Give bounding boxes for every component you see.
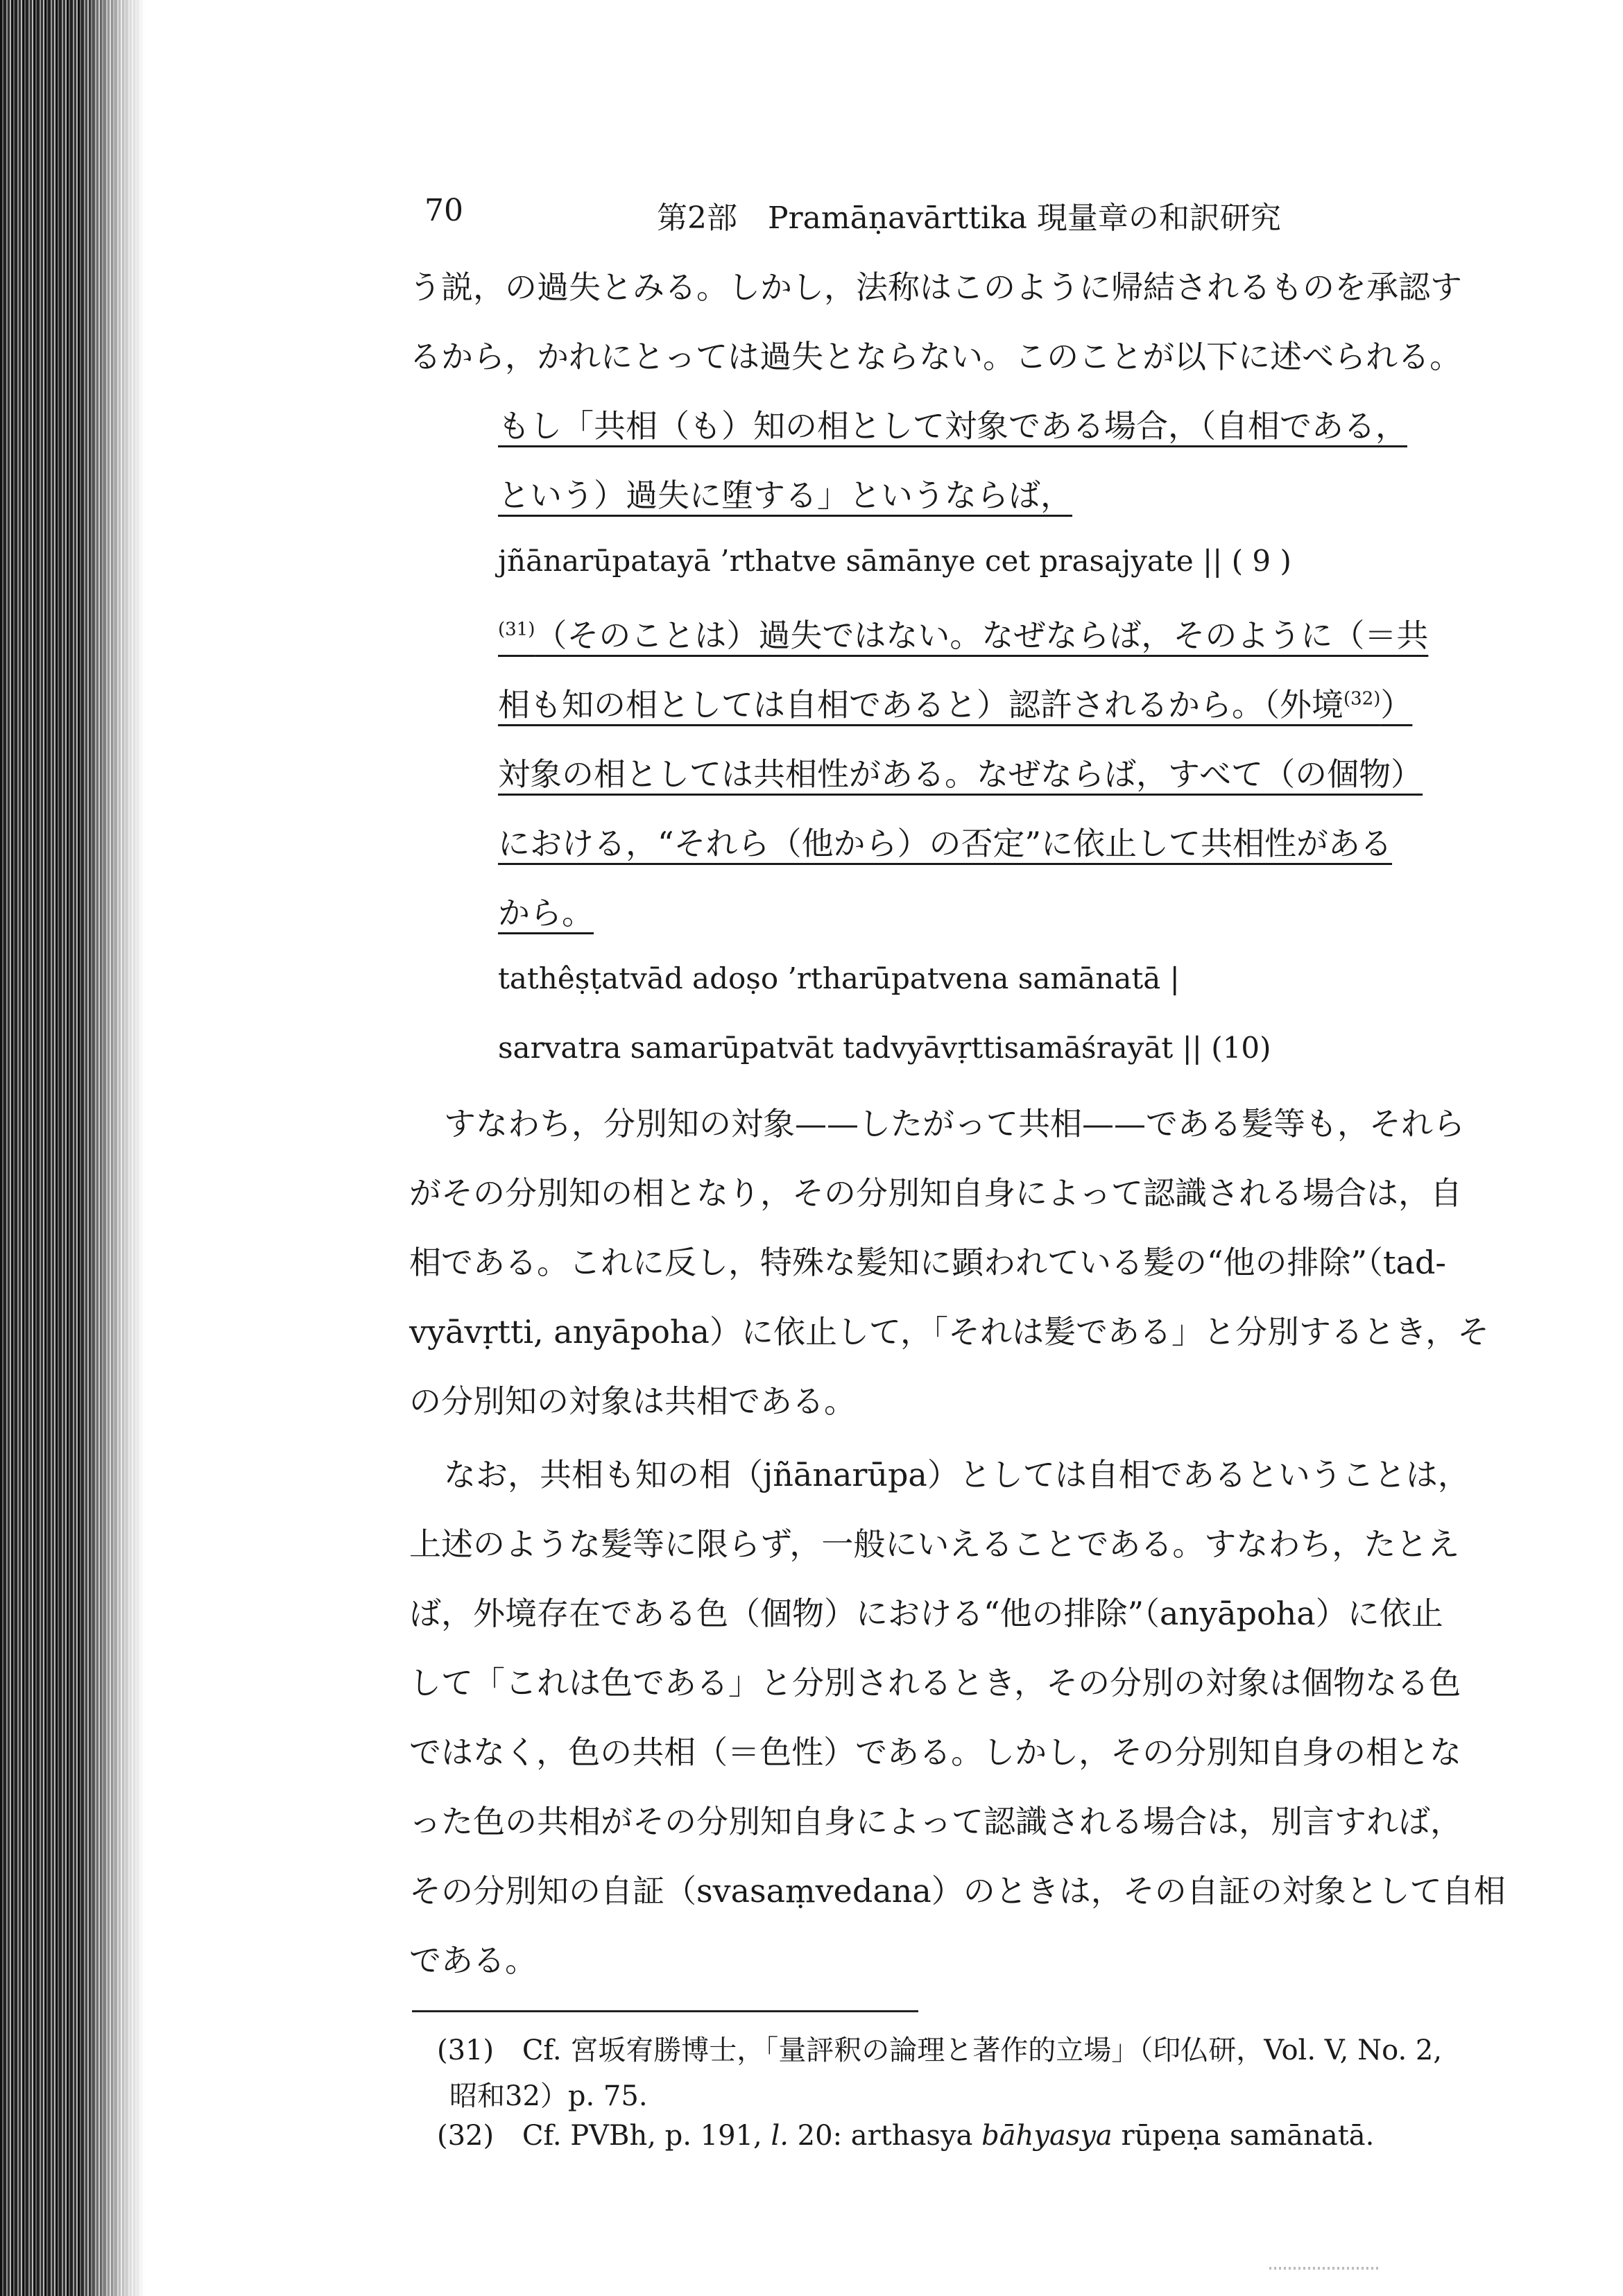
verse10-text-1: （そのことは）過失ではない。なぜならば，そのように（＝共 (535, 617, 1429, 654)
page-header (424, 193, 1534, 234)
book-gutter-shadow (0, 0, 146, 2296)
verse9-translation-line-1: もし「共相（も）知の相として対象である場合，（自相である， (498, 407, 1407, 445)
verse10-text-2a: 相も知の相としては自相であると）認許されるから。（外境 (498, 686, 1343, 723)
body2-line-3: ば，外境存在である色（個物）における“他の排除”（anyāpoha）に依止 (409, 1595, 1443, 1632)
footnote-32-line-abbrev: l. (771, 2120, 789, 2152)
body1-line-5: の分別知の対象は共相である。 (409, 1382, 856, 1420)
verse10-translation-line-4: における，“それら（他から）の否定”に依止して共相性がある (498, 825, 1393, 862)
running-title: 第2部 Pramāṇavārttika 現量章の和訳研究 (657, 200, 1281, 236)
verse10-text-2b: ） (1380, 686, 1413, 723)
footnote-32-text-b: 20: arthasya (788, 2120, 982, 2152)
footnote-32-bahyasya: bāhyasya (981, 2120, 1113, 2152)
footnote-ref-31: (31) (498, 619, 535, 640)
footnote-ref-32: (32) (1343, 688, 1381, 710)
verse10-sanskrit-line-2: sarvatra samarūpatvāt tadvyāvṛttisamāśrayāt || (10) (498, 1031, 1271, 1065)
verse10-translation-line-5: から。 (498, 894, 594, 932)
verse10-sanskrit-line-1: tathêṣṭatvād adoṣo ’rtharūpatvena samānatā | (498, 961, 1180, 995)
footnote-32 (437, 2120, 1374, 2152)
footnote-32-mark: (32) (437, 2120, 495, 2152)
body2-line-5: ではなく，色の共相（＝色性）である。しかし，その分別知自身の相とな (409, 1733, 1462, 1771)
footnote-31 (437, 2028, 1442, 2068)
intro-line-2: るから，かれにとっては過失とならない。このことが以下に述べられる。 (409, 338, 1462, 375)
footnote-rule (412, 2010, 918, 2012)
body1-line-4: vyāvṛtti, anyāpoha）に依止して，「それは髪である」と分別するとき，そ (409, 1313, 1490, 1351)
body2-line-1: なお，共相も知の相（jñānarūpa）としては自相であるということは， (444, 1456, 1470, 1493)
page-number: 70 (424, 193, 463, 228)
body2-line-7: その分別知の自証（svasaṃvedana）のときは，その自証の対象として自相 (409, 1872, 1506, 1910)
body2-line-8: である。 (409, 1942, 537, 1979)
footnote-31-mark: (31) (437, 2034, 495, 2066)
footnote-32-text-a: Cf. PVBh, p. 191, (522, 2120, 771, 2152)
footnote-31-text-2: 昭和32）p. 75. (449, 2080, 648, 2112)
body1-line-3: 相である。これに反し，特殊な髪知に顕われている髪の“他の排除”（tad- (409, 1244, 1446, 1281)
verse9-sanskrit: jñānarūpatayā ’rthatve sāmānye cet prasajyate || ( 9 ) (498, 544, 1291, 578)
intro-line-1: う説，の過失とみる。しかし，法称はこのように帰結されるものを承認す (409, 268, 1462, 306)
body2-line-6: った色の共相がその分別知自身によって認識される場合は，別言すれば， (409, 1803, 1462, 1840)
body1-line-1: すなわち，分別知の対象——したがって共相——である髪等も，それら (444, 1105, 1465, 1142)
scan-smudge (1269, 2267, 1380, 2270)
verse10-translation-line-1 (498, 610, 1428, 656)
body2-line-4: して「これは色である」と分別されるとき，その分別の対象は個物なる色 (409, 1664, 1461, 1702)
body2-line-2: 上述のような髪等に限らず，一般にいえることである。すなわち，たとえ (409, 1525, 1460, 1563)
footnote-31-text-1: Cf. 宮坂宥勝博士，「量評釈の論理と著作的立場」（印仏研，Vol. V, No. 2, (522, 2034, 1443, 2066)
verse10-translation-line-3: 対象の相としては共相性がある。なぜならば，すべて（の個物） (498, 755, 1423, 793)
body1-line-2: がその分別知の相となり，その分別知自身によって認識される場合は，自 (409, 1174, 1462, 1212)
verse10-translation-line-2 (498, 680, 1412, 726)
footnote-32-text-c: rūpeṇa samānatā. (1112, 2120, 1375, 2152)
verse9-translation-line-2: という）過失に堕する」というならば， (498, 477, 1072, 514)
